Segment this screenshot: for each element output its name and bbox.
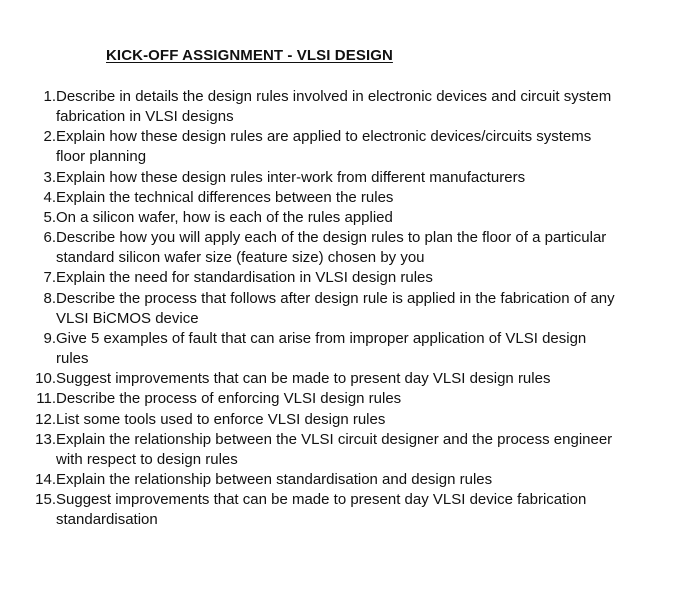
question-text-line: rules [56,350,89,368]
question-number-label: 5. [43,208,56,226]
question-text-line: fabrication in VLSI designs [56,108,234,126]
question-number-label: 12. [35,410,56,428]
question-number [24,188,56,208]
question-text [56,289,684,329]
question-number-label: 8. [43,289,56,307]
question-text [56,87,684,127]
question-item [24,188,684,208]
question-number [24,470,56,490]
question-item [24,490,684,530]
question-item [24,329,684,369]
question-list [24,87,684,530]
question-item [24,430,684,470]
question-text [56,470,684,490]
question-text [56,329,684,369]
question-text-line: Explain the need for standardisation in VLSI design rules [56,269,433,287]
question-text [56,389,684,409]
question-text [56,188,684,208]
question-text [56,168,684,188]
question-number [24,127,56,167]
question-number [24,329,56,369]
question-number [24,87,56,127]
question-text-line: standard silicon wafer size (feature size) chosen by you [56,249,425,267]
question-text-line: Describe how you will apply each of the design rules to plan the floor of a particular [56,229,607,247]
question-text-line: Give 5 examples of fault that can arise from improper application of VLSI design [56,329,587,347]
question-number-label: 3. [43,168,56,186]
question-number-label: 14. [35,470,56,488]
question-item [24,168,684,188]
question-number [24,289,56,329]
question-number-label: 9. [43,329,56,347]
question-item [24,410,684,430]
question-text [56,127,684,167]
question-text [56,268,684,288]
question-text-line: Describe the process of enforcing VLSI design rules [56,390,402,408]
question-text [56,208,684,228]
question-item [24,369,684,389]
question-text-line: Suggest improvements that can be made to present day VLSI design rules [56,370,551,388]
question-text-line: with respect to design rules [56,450,238,468]
question-text-line: floor planning [56,148,147,166]
question-number [24,369,56,389]
question-text-line: Describe the process that follows after design rule is applied in the fabrication of any [56,289,615,307]
question-number [24,430,56,470]
question-number-label: 13. [35,430,56,448]
question-number [24,490,56,530]
question-text-line: List some tools used to enforce VLSI design rules [56,410,386,428]
question-number [24,410,56,430]
question-text [56,369,684,389]
question-number [24,389,56,409]
question-number-label: 2. [43,128,56,146]
question-text-line: Describe in details the design rules involved in electronic devices and circuit system [56,88,612,105]
question-number-label: 10. [35,370,56,388]
question-text-line: Suggest improvements that can be made to present day VLSI device fabrication [56,491,587,509]
question-item [24,127,684,167]
question-text-line: Explain the relationship between the VLSI circuit designer and the process engineer [56,430,613,448]
question-number-label: 7. [43,269,56,287]
question-text-line: On a silicon wafer, how is each of the rules applied [56,208,393,226]
question-text-line: VLSI BiCMOS device [56,309,199,327]
question-text-line: standardisation [56,511,158,529]
question-text-line: Explain how these design rules inter-work from different manufacturers [56,168,526,186]
question-text [56,410,684,430]
question-number [24,268,56,288]
question-item [24,208,684,228]
question-item [24,268,684,288]
question-number-label: 1. [43,88,56,105]
question-number-label: 4. [43,188,56,206]
question-text [56,490,684,530]
question-item [24,389,684,409]
question-item [24,289,684,329]
question-number-label: 6. [43,229,56,247]
question-text-line: Explain the relationship between standardisation and design rules [56,470,493,488]
question-text [56,430,684,470]
question-item [24,470,684,490]
question-number [24,228,56,268]
question-item [24,87,684,127]
question-text [56,228,684,268]
question-number-label: 11. [36,390,56,408]
question-number [24,208,56,228]
question-text-line: Explain how these design rules are applied to electronic devices/circuits systems [56,128,592,146]
question-item [24,228,684,268]
question-number-label: 15. [35,491,56,509]
question-number [24,168,56,188]
question-text-line: Explain the technical differences between the rules [56,188,394,206]
page-title: KICK-OFF ASSIGNMENT - VLSI DESIGN [106,47,393,64]
